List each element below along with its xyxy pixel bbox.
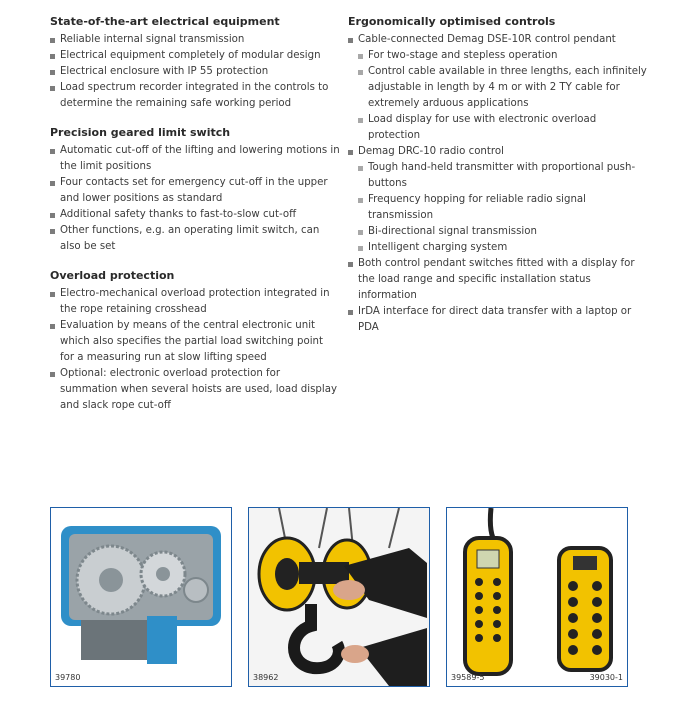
list-item: Optional: electronic overload protection for summation when several hoists are used, load display and slack rope cut-off xyxy=(50,366,340,414)
section-title: State-of-the-art electrical equipment xyxy=(50,15,280,28)
photo-hook-block xyxy=(248,507,430,687)
sub-list-item: For two-stage and stepless operation xyxy=(348,48,648,64)
photo-number-right: 39030-1 xyxy=(589,673,623,682)
section-electrical-equipment xyxy=(50,14,340,112)
sub-list-item: Load display for use with electronic overload protection xyxy=(348,112,648,144)
list-item-text: Cable-connected Demag DSE-10R control pendant xyxy=(358,34,616,45)
list-item: Additional safety thanks to fast-to-slow cut-off xyxy=(50,207,340,223)
photo-gearbox xyxy=(50,507,232,687)
sub-list-item: Intelligent charging system xyxy=(348,240,648,256)
list-item: Electro-mechanical overload protection integrated in the rope retaining crosshead xyxy=(50,286,340,318)
bullet-list xyxy=(50,32,340,112)
bullet-list xyxy=(348,32,648,336)
list-item: IrDA interface for direct data transfer with a laptop or PDA xyxy=(348,304,648,336)
list-item: Four contacts set for emergency cut-off in the upper and lower positions as standard xyxy=(50,175,340,207)
section-controls xyxy=(348,14,648,336)
list-item-text: Demag DRC-10 radio control xyxy=(358,146,504,157)
right-column xyxy=(348,14,648,349)
section-title: Overload protection xyxy=(50,269,175,282)
photo-control-pendants xyxy=(446,507,628,687)
control-pendants-illustration xyxy=(447,508,627,686)
left-column xyxy=(50,14,340,427)
list-item: Automatic cut-off of the lifting and lowering motions in the limit positions xyxy=(50,143,340,175)
section-limit-switch xyxy=(50,125,340,255)
bullet-list xyxy=(50,286,340,414)
sub-list xyxy=(358,48,648,144)
sub-list-item: Tough hand-held transmitter with proportional push-buttons xyxy=(348,160,648,192)
photo-number: 38962 xyxy=(253,673,279,682)
list-item: Reliable internal signal transmission xyxy=(50,32,340,48)
section-overload-protection xyxy=(50,268,340,414)
list-item: Both control pendant switches fitted with a display for the load range and specific installation status information xyxy=(348,256,648,304)
photo-number-left: 39589-5 xyxy=(451,673,485,682)
section-title: Precision geared limit switch xyxy=(50,126,231,139)
sub-list-item: Frequency hopping for reliable radio signal transmission xyxy=(348,192,648,224)
list-item: Electrical enclosure with IP 55 protection xyxy=(50,64,340,80)
list-item: Electrical equipment completely of modular design xyxy=(50,48,340,64)
gearbox-illustration xyxy=(51,508,231,686)
sub-list xyxy=(358,160,648,256)
list-item: Evaluation by means of the central electronic unit which also specifies the partial load switching point for a measuring run at slow lifting speed xyxy=(50,318,340,366)
bullet-list xyxy=(50,143,340,255)
list-item xyxy=(348,144,648,256)
photo-number: 39780 xyxy=(55,673,81,682)
sub-list-item: Control cable available in three lengths, each infinitely adjustable in length by 4 m or with 2 TY cable for extremely arduous applications xyxy=(348,64,648,112)
list-item: Load spectrum recorder integrated in the controls to determine the remaining safe working period xyxy=(50,80,340,112)
list-item xyxy=(348,32,648,144)
section-title: Ergonomically optimised controls xyxy=(348,15,556,28)
list-item: Other functions, e.g. an operating limit switch, can also be set xyxy=(50,223,340,255)
hook-block-illustration xyxy=(249,508,429,686)
sub-list-item: Bi-directional signal transmission xyxy=(348,224,648,240)
